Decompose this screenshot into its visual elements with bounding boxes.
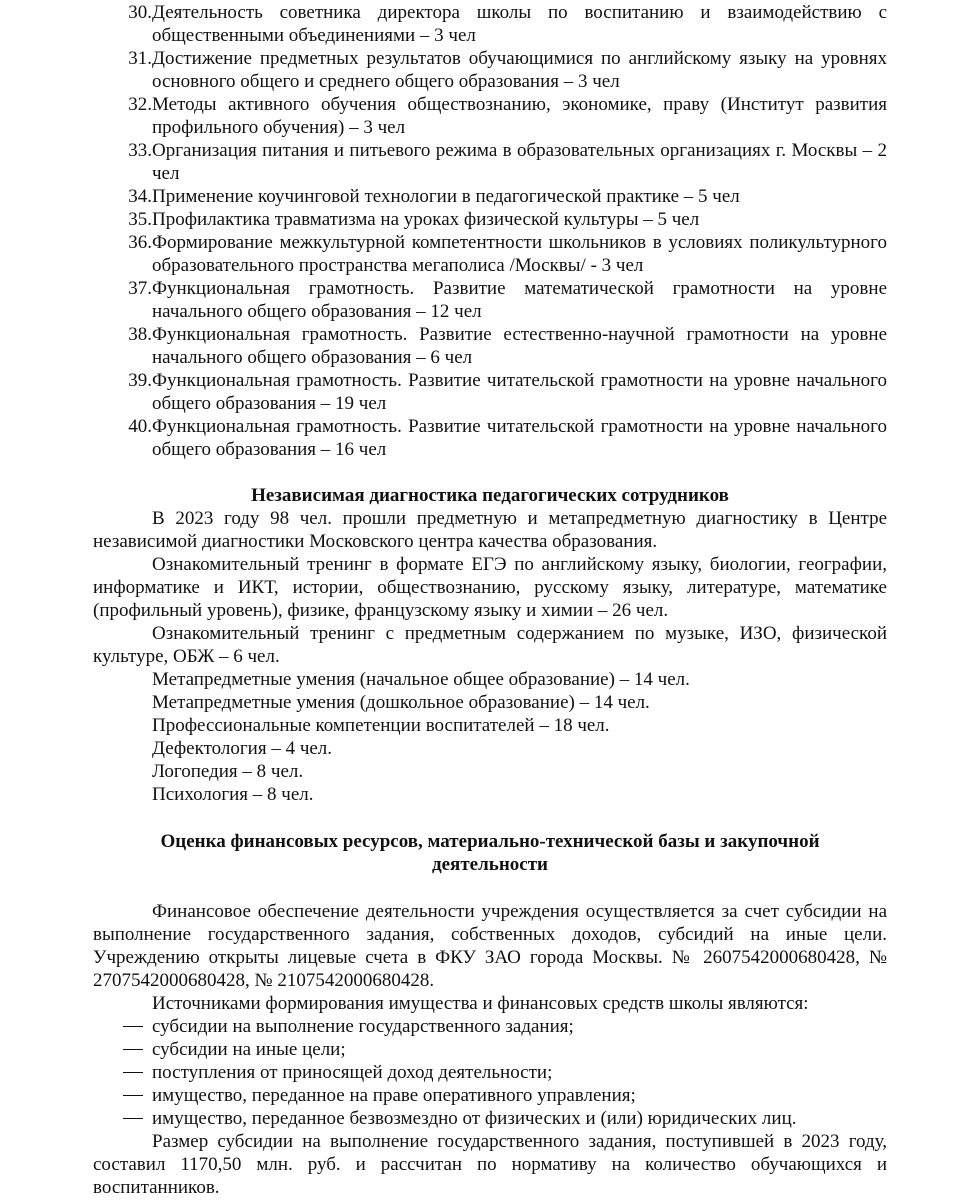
list-item — [93, 369, 887, 415]
dash-bullet-icon — [93, 1038, 152, 1061]
paragraph: Ознакомительный тренинг с предметным содержанием по музыке, ИЗО, физической культуре, ОБЖ – 6 чел. — [93, 623, 887, 667]
text-line: Профессиональные компетенции воспитателей – 18 чел. — [152, 715, 610, 736]
list-item-text: субсидии на выполнение государственного задания; — [152, 1016, 574, 1037]
list-item-text: Функциональная грамотность. Развитие читательской грамотности на уровне начального общего образования – 16 чел — [152, 416, 887, 460]
list-item-number: 32. — [128, 94, 152, 115]
text-line: Дефектология – 4 чел. — [152, 738, 333, 759]
document-page — [93, 1, 887, 1199]
list-item — [93, 323, 887, 369]
list-item-number: 34. — [128, 186, 152, 207]
list-item — [93, 139, 887, 185]
list-item-text: субсидии на иные цели; — [152, 1039, 346, 1060]
dash-bullet-icon — [93, 1061, 152, 1084]
list-item — [93, 1015, 887, 1038]
list-item — [93, 415, 887, 461]
list-item — [93, 208, 887, 231]
funding-sources-list — [93, 1015, 887, 1130]
section-heading-diagnostics: Независимая диагностика педагогических сотрудников — [251, 485, 729, 506]
text-line: Психология – 8 чел. — [152, 784, 314, 805]
courses-numbered-list — [93, 1, 887, 461]
list-item-text: поступления от приносящей доход деятельности; — [152, 1062, 553, 1083]
paragraph: Ознакомительный тренинг в формате ЕГЭ по английскому языку, биологии, географии, информатике и ИКТ, истории, обществознанию, русскому языку, литературе, математике (профильный уровень), физике, французскому языку и химии – 26 чел. — [93, 554, 887, 621]
list-item — [93, 47, 887, 93]
text-line: Метапредметные умения (начальное общее образование) – 14 чел. — [152, 669, 690, 690]
list-item — [93, 1061, 887, 1084]
paragraph: Размер субсидии на выполнение государственного задания, поступившей в 2023 году, составил 1170,50 млн. руб. и рассчитан по нормативу на количество обучающихся и воспитанников. — [93, 1131, 887, 1198]
section-heading-line: Оценка финансовых ресурсов, материально-технической базы и закупочной — [160, 831, 820, 852]
list-item-text: Функциональная грамотность. Развитие читательской грамотности на уровне начального общего образования – 19 чел — [152, 370, 887, 414]
list-item-text: имущество, переданное на праве оперативного управления; — [152, 1085, 636, 1106]
list-item-text: Применение коучинговой технологии в педагогической практике – 5 чел — [152, 186, 740, 207]
list-item-text: имущество, переданное безвозмездно от физических и (или) юридических лиц. — [152, 1108, 797, 1129]
dash-bullet-icon — [93, 1015, 152, 1038]
list-item-number: 31. — [128, 48, 152, 69]
list-item — [93, 277, 887, 323]
list-item-number: 36. — [128, 232, 152, 253]
list-item-number: 40. — [128, 416, 152, 437]
list-item-number: 30. — [128, 2, 152, 23]
list-item-text: Профилактика травматизма на уроках физической культуры – 5 чел — [152, 209, 700, 230]
spacer — [93, 876, 887, 900]
list-item-number: 37. — [128, 278, 152, 299]
list-item-number: 33. — [128, 140, 152, 161]
list-item-text: Деятельность советника директора школы по воспитанию и взаимодействию с общественными объединениями – 3 чел — [152, 2, 887, 46]
list-item-number: 39. — [128, 370, 152, 391]
section-heading-line: деятельности — [432, 854, 548, 875]
dash-bullet-icon — [93, 1084, 152, 1107]
list-item-text: Достижение предметных результатов обучающимися по английскому языку на уровнях основного общего и среднего общего образования – 3 чел — [152, 48, 887, 92]
list-item-text: Методы активного обучения обществознанию, экономике, праву (Институт развития профильного обучения) – 3 чел — [152, 94, 887, 138]
section-heading-finance — [93, 830, 887, 876]
list-item — [93, 1107, 887, 1130]
text-line: Логопедия – 8 чел. — [152, 761, 304, 782]
list-item — [93, 231, 887, 277]
paragraph: Источниками формирования имущества и финансовых средств школы являются: — [152, 993, 809, 1014]
dash-bullet-icon — [93, 1107, 152, 1130]
list-item — [93, 1038, 887, 1061]
list-item — [93, 1084, 887, 1107]
list-item-text: Организация питания и питьевого режима в образовательных организациях г. Москвы – 2 чел — [152, 140, 887, 184]
list-item-number: 38. — [128, 324, 152, 345]
text-line: Метапредметные умения (дошкольное образование) – 14 чел. — [152, 692, 650, 713]
list-item — [93, 1, 887, 47]
list-item-text: Функциональная грамотность. Развитие естественно-научной грамотности на уровне начального общего образования – 6 чел — [152, 324, 887, 368]
list-item-number: 35. — [128, 209, 152, 230]
list-item — [93, 185, 887, 208]
list-item — [93, 93, 887, 139]
paragraph: Финансовое обеспечение деятельности учреждения осуществляется за счет субсидии на выполнение государственного задания, собственных доходов, субсидий на иные цели. Учреждению открыты лицевые счета в ФКУ ЗАО города Москвы. № 2607542000680428, № 2707542000680428, № 2107542000680428. — [93, 901, 887, 991]
paragraph: В 2023 году 98 чел. прошли предметную и метапредметную диагностику в Центре независимой диагностики Московского центра качества образования. — [93, 508, 887, 552]
list-item-text: Формирование межкультурной компетентности школьников в условиях поликультурного образовательного пространства мегаполиса /Москвы/ - 3 чел — [152, 232, 887, 276]
list-item-text: Функциональная грамотность. Развитие математической грамотности на уровне начального общего образования – 12 чел — [152, 278, 887, 322]
